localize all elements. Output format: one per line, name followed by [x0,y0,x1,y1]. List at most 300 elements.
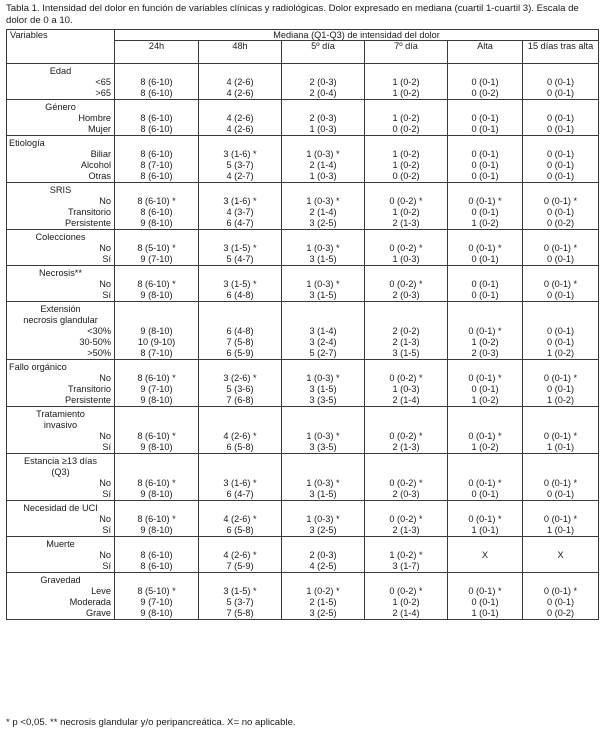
value: 6 (5-8) [226,525,254,535]
variable-cell [7,136,115,183]
value: 3 (1-6) * [223,478,257,488]
row-label: Hombre [78,113,111,123]
value: 1 (0-3) * [306,196,340,206]
group-title: SRIS [49,185,72,195]
value-cell [365,302,448,360]
value: 8 (6-10) [140,88,173,98]
value [448,362,522,373]
row-label: Sí [102,525,111,535]
value: 9 (8-10) [140,326,173,336]
row-label: No [99,243,111,253]
group-title: Muerte [46,539,75,549]
value: 7 (6-8) [226,395,254,405]
value: 0 (0-1) [547,290,575,300]
value: 0 (0-1) [547,597,575,607]
value: 0 (0-1) [547,160,575,170]
value-cell [365,183,448,230]
group-title: Género [45,102,76,112]
value: 2 (1-3) [392,337,420,347]
value-cell [448,100,523,136]
value: 1 (0-1) [471,525,499,535]
value: 7 (5-9) [226,561,254,571]
value [199,138,281,149]
value: 2 (1-4) [392,608,420,618]
value-cell [199,454,282,501]
value-cell [523,136,599,183]
value: 3 (1-6) * [223,196,257,206]
value-cell [523,454,599,501]
variable-cell [7,360,115,407]
value: 1 (0-2) [471,442,499,452]
value: 3 (3-5) [309,395,337,405]
row-label: Transitorio [67,384,111,394]
median-group-header: Mediana (Q1-Q3) de intensidad del dolor [115,30,599,41]
value-cell [448,537,523,573]
value: 9 (7-10) [140,254,173,264]
value: 8 (5-10) * [137,243,176,253]
value-cell [115,407,199,454]
value: 0 (0-1) * [543,431,578,441]
table-row [7,360,599,407]
table-row [7,100,599,136]
value-cell [523,573,599,620]
value: 0 (0-1) [471,290,499,300]
value: 0 (0-1) [547,254,575,264]
value: 1 (0-2) [547,395,575,405]
value-cell [282,230,365,266]
row-label: <30% [87,326,111,336]
value: 1 (0-2) [471,337,499,347]
value: 8 (6-10) * [137,373,176,383]
value-cell [282,360,365,407]
value: 8 (6-10) [140,124,173,134]
table-caption: Tabla 1. Intensidad del dolor en función de variables clínicas y radiológicas. Dolor expresado en mediana (cuartil 1-cuartil 3). Escala de dolor de 0 a 10. [6,3,579,26]
row-label: No [99,431,111,441]
variable-cell [7,537,115,573]
value: 8 (6-10) [140,77,173,87]
value: 1 (0-3) [392,254,420,264]
value-cell [282,266,365,302]
row-label: Transitorio [67,207,111,217]
value: 4 (2-7) [226,171,254,181]
row-label: <65 [95,77,111,87]
value: 1 (0-1) [547,442,575,452]
value-cell [448,360,523,407]
value: 3 (1-5) [392,348,420,358]
variable-cell [7,501,115,537]
value: 0 (0-1) [471,149,499,159]
value: 1 (0-2) [471,395,499,405]
col-header-15days: 15 días tras alta [523,41,599,64]
value: 2 (1-4) [392,395,420,405]
value: 5 (3-7) [226,597,254,607]
col-header-day5: 5º día [282,41,365,64]
value: 8 (6-10) * [137,196,176,206]
group-title: Necrosis** [39,268,82,278]
value-cell [199,501,282,537]
table-row [7,64,599,100]
value: 0 (0-2) [392,171,420,181]
value: 0 (0-1) [471,254,499,264]
value [523,362,598,373]
value-cell [115,454,199,501]
value: 1 (0-3) [392,384,420,394]
table-row [7,136,599,183]
value: 0 (0-2) * [389,279,423,289]
value: 3 (1-5) [309,254,337,264]
value-cell [115,100,199,136]
variable-cell [7,302,115,360]
value: 4 (2-6) [226,88,254,98]
value: 5 (3-6) [226,384,254,394]
value: 2 (0-4) [309,88,337,98]
value: 3 (3-5) [309,442,337,452]
value-cell [199,573,282,620]
value: 1 (0-2) * [389,550,423,560]
value: 2 (1-3) [392,218,420,228]
value-cell [523,407,599,454]
value-cell [365,407,448,454]
value: 8 (6-10) [140,550,173,560]
value: 1 (0-2) [392,149,420,159]
value-cell [365,573,448,620]
value-cell [448,136,523,183]
value: 0 (0-1) [471,124,499,134]
value: 0 (0-1) * [543,586,578,596]
value: 4 (2-6) [226,124,254,134]
value: 6 (4-7) [226,489,254,499]
row-label: >50% [87,348,111,358]
value: 3 (2-5) [309,218,337,228]
value-cell [365,136,448,183]
table-row [7,266,599,302]
table-row [7,537,599,573]
value-cell [523,64,599,100]
value: 3 (1-5) [309,489,337,499]
value: 0 (0-1) [547,326,575,336]
value: 0 (0-2) * [389,431,423,441]
value-cell [448,64,523,100]
group-title: Etiología [9,138,45,148]
value: 5 (2-7) [309,348,337,358]
value: 0 (0-1) * [468,431,502,441]
value: 0 (0-2) * [389,586,423,596]
value-cell [282,183,365,230]
value-cell [448,183,523,230]
value: 2 (0-3) [309,550,337,560]
value: 6 (4-8) [226,290,254,300]
value: 3 (1-6) * [223,149,257,159]
group-title: necrosis glandular [23,315,98,325]
value-cell [115,302,199,360]
value [282,362,364,373]
table-row [7,454,599,501]
value: 0 (0-1) [471,207,499,217]
value: 0 (0-2) * [389,514,423,524]
value: 3 (1-5) * [223,279,257,289]
value: 0 (0-1) [471,489,499,499]
row-label: Moderada [69,597,111,607]
value: 1 (0-3) * [306,373,340,383]
value: 8 (5-10) * [137,586,176,596]
group-title: (Q3) [51,467,70,477]
value: 2 (0-3) [392,290,420,300]
value [448,561,522,572]
value: 2 (1-5) [309,597,337,607]
value: 4 (2-6) * [223,431,257,441]
value: 0 (0-1) [547,171,575,181]
value-cell [523,230,599,266]
table-row [7,573,599,620]
row-label: No [99,514,111,524]
value: 1 (0-2) [392,113,420,123]
value-cell [365,537,448,573]
pain-intensity-table [6,29,599,620]
value: 6 (5-9) [226,348,254,358]
value-cell [115,136,199,183]
value: 1 (0-2) [392,207,420,217]
group-title: Colecciones [35,232,86,242]
value-cell [365,64,448,100]
footnote: * p <0,05. ** necrosis glandular y/o peripancreática. X= no aplicable. [6,717,296,728]
value: 8 (6-10) [140,561,173,571]
variable-cell [7,230,115,266]
value: 3 (2-6) * [223,373,257,383]
col-header-24h: 24h [115,41,199,64]
value-cell [115,183,199,230]
value-cell [282,302,365,360]
value-cell [199,266,282,302]
value: 3 (1-5) * [223,586,257,596]
value [115,138,198,149]
row-label: Alcohol [80,160,111,170]
group-title: Fallo orgánico [9,362,67,372]
variable-cell [7,454,115,501]
value-cell [199,360,282,407]
value: 9 (8-10) [140,525,173,535]
value-cell [115,573,199,620]
value-cell [282,537,365,573]
value: 0 (0-1) [471,77,499,87]
value: 4 (2-6) * [223,550,257,560]
value: 1 (0-2) [547,348,575,358]
value: 1 (0-3) * [306,514,340,524]
value-cell [199,537,282,573]
value: 9 (8-10) [140,290,173,300]
value: 3 (2-5) [309,525,337,535]
table-row [7,407,599,454]
value: 4 (2-5) [309,561,337,571]
row-label: No [99,196,111,206]
value: 8 (7-10) [140,348,173,358]
value-cell [282,501,365,537]
value-cell [115,230,199,266]
value-cell [115,360,199,407]
variable-cell [7,407,115,454]
value: 4 (2-6) [226,113,254,123]
value: 6 (4-7) [226,218,254,228]
value-cell [365,266,448,302]
value: 9 (7-10) [140,597,173,607]
value: 0 (0-2) [392,124,420,134]
value-cell [448,454,523,501]
value: 9 (8-10) [140,218,173,228]
value: 0 (0-1) [547,384,575,394]
variable-cell [7,183,115,230]
value: 1 (0-2) [392,597,420,607]
value: 0 (0-2) [471,88,499,98]
row-label: Sí [102,290,111,300]
value: 1 (0-2) [471,218,499,228]
value: 0 (0-1) * [468,373,502,383]
col-header-discharge: Alta [448,41,523,64]
value: 2 (0-3) [392,489,420,499]
value-cell [282,136,365,183]
value: 0 (0-1) [547,489,575,499]
value-cell [448,501,523,537]
value: 0 (0-2) * [389,243,423,253]
table-row [7,302,599,360]
value: 6 (5-8) [226,442,254,452]
value: 0 (0-1) [547,124,575,134]
value: 2 (0-3) [471,348,499,358]
value: 0 (0-1) * [468,196,502,206]
value: 0 (0-2) * [389,478,423,488]
value: 1 (0-3) * [306,243,340,253]
value: 1 (0-1) [547,525,575,535]
value: 0 (0-1) [471,279,499,289]
variable-cell [7,64,115,100]
value: 3 (1-5) * [223,243,257,253]
value-cell [199,407,282,454]
value: 0 (0-2) [547,218,575,228]
value: 1 (0-1) [471,608,499,618]
value-cell [448,302,523,360]
value: 0 (0-1) * [468,326,502,336]
value: 1 (0-3) [309,171,337,181]
value: 0 (0-2) [547,608,575,618]
value: 1 (0-3) * [306,478,340,488]
value-cell [448,230,523,266]
value-cell [282,573,365,620]
value [448,138,522,149]
value-cell [448,266,523,302]
value-cell [199,302,282,360]
value: 1 (0-3) * [306,149,340,159]
value: 2 (0-3) [309,113,337,123]
value: 0 (0-1) [471,113,499,123]
value: 8 (6-10) [140,171,173,181]
value [115,362,198,373]
value: 4 (2-6) [226,77,254,87]
value: 7 (5-8) [226,337,254,347]
value: 8 (6-10) * [137,279,176,289]
value-cell [199,183,282,230]
value: 0 (0-1) * [543,478,578,488]
value-cell [365,501,448,537]
value-cell [199,136,282,183]
value: 1 (0-2) [392,160,420,170]
value: 0 (0-1) [547,113,575,123]
value [282,138,364,149]
row-label: Sí [102,442,111,452]
value-cell [115,64,199,100]
value-cell [523,183,599,230]
value: 6 (4-8) [226,326,254,336]
value-cell [282,407,365,454]
value-cell [115,266,199,302]
value: 9 (8-10) [140,395,173,405]
variable-cell [7,100,115,136]
value: 4 (3-7) [226,207,254,217]
group-title: Extensión [40,304,81,314]
group-title: Gravedad [40,575,81,585]
value: 1 (0-2) [392,88,420,98]
row-label: No [99,550,111,560]
value: X [481,550,489,560]
group-title: Edad [49,66,72,76]
value: 0 (0-1) * [468,243,502,253]
value: 8 (6-10) [140,113,173,123]
value: 3 (1-5) [309,290,337,300]
value-cell [365,454,448,501]
group-title: Estancia ≥13 días [24,456,97,466]
table-body [7,64,599,620]
value: 0 (0-1) [547,337,575,347]
value: 3 (1-4) [309,326,337,336]
value: 0 (0-1) [471,171,499,181]
group-title: Necesidad de UCI [23,503,98,513]
value: X [557,550,564,560]
value: 1 (0-3) [309,124,337,134]
value-cell [199,64,282,100]
value: 8 (6-10) [140,207,173,217]
group-title: Tratamiento [36,409,85,419]
value: 9 (8-10) [140,442,173,452]
row-label: 30-50% [79,337,111,347]
row-label: Persistente [65,395,111,405]
value [523,138,598,149]
value-cell [523,501,599,537]
value-cell [282,100,365,136]
value: 0 (0-2) * [389,373,423,383]
value: 2 (1-4) [309,207,337,217]
value-cell [523,302,599,360]
value-cell [282,454,365,501]
value [199,362,281,373]
value: 4 (2-6) * [223,514,257,524]
value-cell [365,100,448,136]
value-cell [115,537,199,573]
value: 1 (0-3) * [306,279,340,289]
value-cell [199,230,282,266]
table-row [7,230,599,266]
value-cell [523,360,599,407]
value: 5 (3-7) [226,160,254,170]
col-header-48h: 48h [199,41,282,64]
value: 0 (0-1) * [543,279,578,289]
value: 8 (6-10) [140,149,173,159]
variable-cell [7,266,115,302]
row-label: No [99,279,111,289]
value: 0 (0-1) * [543,373,578,383]
value: 8 (7-10) [140,160,173,170]
row-label: Biliar [90,149,111,159]
row-label: Sí [102,254,111,264]
value [523,561,598,572]
value: 3 (2-4) [309,337,337,347]
value: 1 (0-2) * [306,586,340,596]
